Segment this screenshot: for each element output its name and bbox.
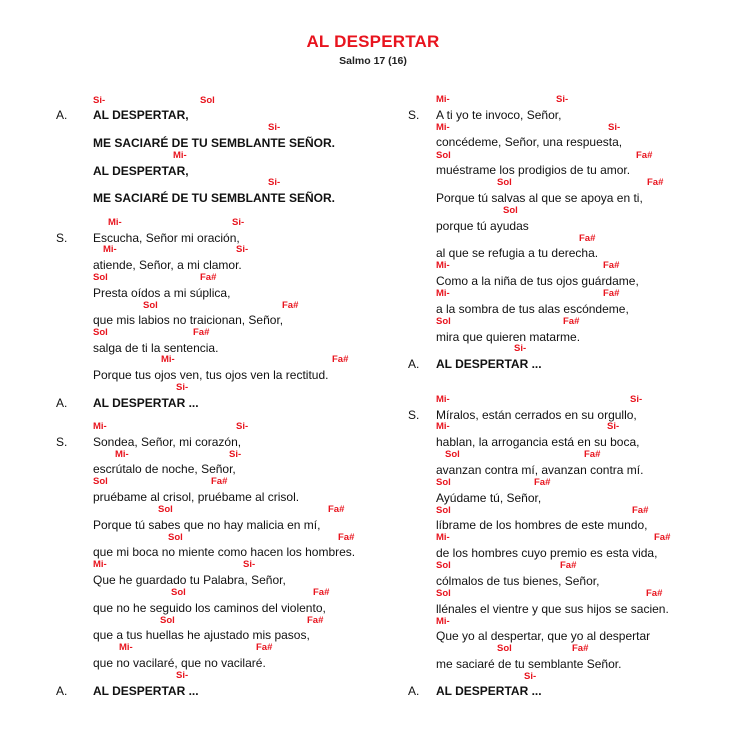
chord-label: Mi- — [115, 449, 129, 460]
chord-label: Sol — [436, 316, 451, 327]
chord-label: Mi- — [436, 122, 450, 133]
verse-line: Míralos, están cerrados en su orgullo, — [436, 408, 637, 422]
chord-label: Mi- — [436, 394, 450, 405]
chord-label: Fa# — [632, 505, 649, 516]
chord-label: Fa# — [200, 272, 217, 283]
verse-line: de los hombres cuyo premio es esta vida, — [436, 546, 658, 560]
chord-label: Fa# — [572, 643, 589, 654]
chord-label: Fa# — [636, 150, 653, 161]
chord-label: Fa# — [646, 588, 663, 599]
antiphon-line: AL DESPERTAR, — [93, 108, 189, 122]
antiphon-marker: A. — [56, 396, 68, 410]
chord-label: Sol — [168, 532, 183, 543]
chord-label: Si- — [268, 122, 281, 133]
chord-label: Sol — [445, 449, 460, 460]
chord-label: Mi- — [436, 616, 450, 627]
song-subtitle: Salmo 17 (16) — [339, 55, 407, 67]
chord-label: Si- — [176, 670, 189, 681]
verse-line: Ayúdame tú, Señor, — [436, 491, 542, 505]
verse-marker: S. — [56, 435, 68, 449]
chord-label: Mi- — [436, 288, 450, 299]
chord-label: Fa# — [282, 300, 299, 311]
chord-label: Mi- — [93, 421, 107, 432]
chord-label: Si- — [556, 94, 569, 105]
chord-label: Si- — [268, 177, 281, 188]
verse-line: Que he guardado tu Palabra, Señor, — [93, 573, 286, 587]
verse-marker: S. — [56, 231, 68, 245]
chord-label: Fa# — [211, 476, 228, 487]
antiphon-marker: A. — [56, 684, 68, 698]
chord-label: Sol — [93, 272, 108, 283]
verse-line: Presta oídos a mi súplica, — [93, 286, 231, 300]
verse-line: Porque tú salvas al que se apoya en ti, — [436, 191, 643, 205]
antiphon-line: AL DESPERTAR ... — [436, 357, 542, 371]
chord-label: Fa# — [338, 532, 355, 543]
chord-label: Fa# — [307, 615, 324, 626]
chord-label: Si- — [630, 394, 643, 405]
chord-label: Fa# — [647, 177, 664, 188]
verse-line: atiende, Señor, a mi clamor. — [93, 258, 242, 272]
chord-label: Mi- — [119, 642, 133, 653]
chord-label: Sol — [436, 505, 451, 516]
chord-label: Mi- — [108, 217, 122, 228]
chord-label: Si- — [608, 122, 621, 133]
verse-line: líbrame de los hombres de este mundo, — [436, 518, 648, 532]
verse-line: salga de ti la sentencia. — [93, 341, 219, 355]
antiphon-line: AL DESPERTAR ... — [93, 396, 199, 410]
antiphon-line: ME SACIARÉ DE TU SEMBLANTE SEÑOR. — [93, 136, 336, 150]
chord-label: Fa# — [332, 354, 349, 365]
chord-label: Fa# — [256, 642, 273, 653]
chord-label: Fa# — [563, 316, 580, 327]
verse-line: Como a la niña de tus ojos guárdame, — [436, 274, 639, 288]
antiphon-line: AL DESPERTAR ... — [436, 684, 542, 698]
chord-label: Sol — [497, 643, 512, 654]
chord-label: Si- — [176, 382, 189, 393]
verse-line: que no he seguido los caminos del violento, — [93, 601, 326, 615]
verse-line: me saciaré de tu semblante Señor. — [436, 657, 622, 671]
antiphon-marker: A. — [408, 684, 420, 698]
chord-label: Fa# — [579, 233, 596, 244]
chord-label: Mi- — [436, 94, 450, 105]
chord-label: Fa# — [603, 260, 620, 271]
verse-line: avanzan contra mí, avanzan contra mí. — [436, 463, 644, 477]
chord-label: Fa# — [328, 504, 345, 515]
chord-label: Sol — [436, 477, 451, 488]
verse-line: hablan, la arrogancia está en su boca, — [436, 435, 640, 449]
verse-line: Sondea, Señor, mi corazón, — [93, 435, 242, 449]
chord-label: Si- — [236, 421, 249, 432]
verse-line: escrútalo de noche, Señor, — [93, 462, 236, 476]
antiphon-marker: A. — [408, 357, 420, 371]
chord-label: Mi- — [161, 354, 175, 365]
chord-label: Fa# — [193, 327, 210, 338]
chord-label: Si- — [232, 217, 245, 228]
verse-line: A ti yo te invoco, Señor, — [436, 108, 562, 122]
verse-line: pruébame al crisol, pruébame al crisol. — [93, 490, 300, 504]
chord-label: Fa# — [603, 288, 620, 299]
verse-line: Porque tú sabes que no hay malicia en mí, — [93, 518, 321, 532]
song-title: AL DESPERTAR — [306, 32, 440, 51]
verse-line: Escucha, Señor mi oración, — [93, 231, 240, 245]
chord-label: Mi- — [436, 532, 450, 543]
verse-line: al que se refugia a tu derecha. — [436, 246, 599, 260]
verse-line: mira que quieren matarme. — [436, 330, 581, 344]
chord-label: Fa# — [654, 532, 671, 543]
chord-label: Fa# — [560, 560, 577, 571]
chord-label: Mi- — [103, 244, 117, 255]
chord-label: Fa# — [313, 587, 330, 598]
antiphon-line: AL DESPERTAR, — [93, 164, 189, 178]
chord-label: Fa# — [584, 449, 601, 460]
chord-label: Si- — [243, 559, 256, 570]
verse-marker: S. — [408, 108, 420, 122]
verse-line: muéstrame los prodigios de tu amor. — [436, 163, 631, 177]
chord-label: Sol — [503, 205, 518, 216]
chord-label: Sol — [436, 150, 451, 161]
chord-label: Sol — [171, 587, 186, 598]
antiphon-line: AL DESPERTAR ... — [93, 684, 199, 698]
verse-line: Porque tus ojos ven, tus ojos ven la rectitud. — [93, 368, 329, 382]
chord-label: Si- — [514, 343, 527, 354]
antiphon-line: ME SACIARÉ DE TU SEMBLANTE SEÑOR. — [93, 191, 336, 205]
chord-label: Mi- — [173, 150, 187, 161]
chord-label: Fa# — [534, 477, 551, 488]
verse-line: concédeme, Señor, una respuesta, — [436, 135, 623, 149]
verse-line: cólmalos de tus bienes, Señor, — [436, 574, 600, 588]
chord-label: Si- — [93, 95, 106, 106]
chord-label: Sol — [93, 476, 108, 487]
chord-label: Sol — [200, 95, 215, 106]
verse-marker: S. — [408, 408, 420, 422]
antiphon-marker: A. — [56, 108, 68, 122]
chord-label: Mi- — [93, 559, 107, 570]
verse-line: Que yo al despertar, que yo al despertar — [436, 629, 651, 643]
chord-label: Sol — [93, 327, 108, 338]
chord-label: Mi- — [436, 260, 450, 271]
chord-label: Sol — [436, 560, 451, 571]
verse-line: a la sombra de tus alas escóndeme, — [436, 302, 629, 316]
verse-line: que mi boca no miente como hacen los hombres. — [93, 545, 356, 559]
verse-line: que mis labios no traicionan, Señor, — [93, 313, 284, 327]
chord-label: Sol — [436, 588, 451, 599]
chord-label: Si- — [229, 449, 242, 460]
chord-label: Si- — [236, 244, 249, 255]
chord-label: Si- — [607, 421, 620, 432]
chord-label: Sol — [158, 504, 173, 515]
chord-label: Si- — [524, 671, 537, 682]
verse-line: porque tú ayudas — [436, 219, 529, 233]
verse-line: que no vacilaré, que no vacilaré. — [93, 656, 266, 670]
chord-label: Sol — [143, 300, 158, 311]
verse-line: llénales el vientre y que sus hijos se sacien. — [436, 602, 669, 616]
chord-label: Sol — [160, 615, 175, 626]
verse-line: que a tus huellas he ajustado mis pasos, — [93, 628, 310, 642]
chord-label: Mi- — [436, 421, 450, 432]
chord-label: Sol — [497, 177, 512, 188]
